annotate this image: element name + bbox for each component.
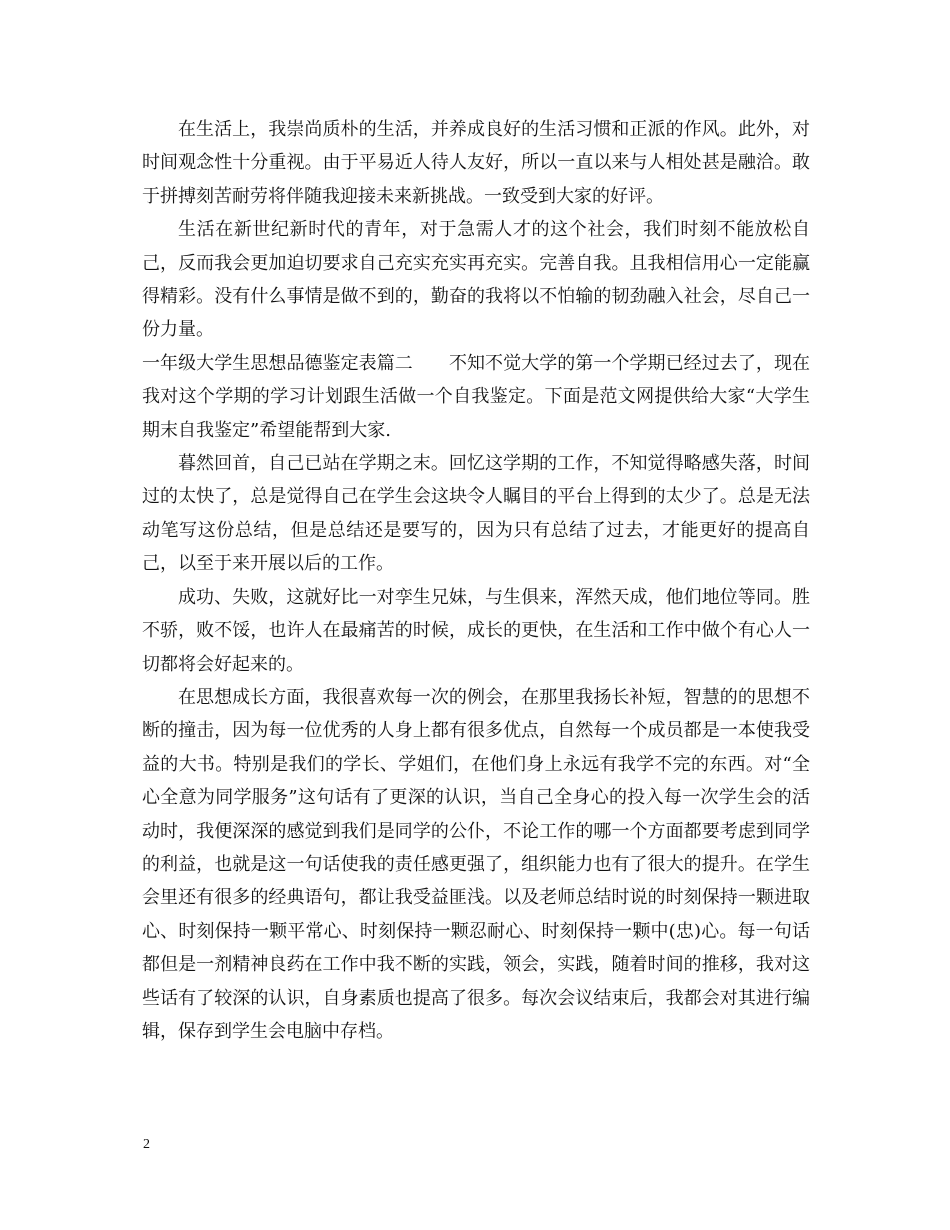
paragraph-new-era: 生活在新世纪新时代的青年，对于急需人才的这个社会，我们时刻不能放松自己，反而我会更加迫切要求自己充实充实再充实。完善自我。且我相信用心一定能赢得精彩。没有什么事情是做不到的，勤奋的我将以不怕输的韧劲融入社会，尽自己一份力量。: [142, 219, 810, 341]
paragraph-section-two-heading: 一年级大学生思想品德鉴定表篇二 不知不觉大学的第一个学期已经过去了，现在我对这个学期的学习计划跟生活做一个自我鉴定。下面是范文网提供给大家“大学生期末自我鉴定”希望能帮到大家.: [142, 352, 810, 441]
paragraph-looking-back: 暮然回首，自己已站在学期之末。回忆这学期的工作，不知觉得略感失落，时间过的太快了，总是觉得自己在学生会这块令人瞩目的平台上得到的太少了。总是无法动笔写这份总结，但是总结还是要写的，因为只有总结了过去，才能更好的提高自己，以至于来开展以后的工作。: [142, 453, 810, 575]
document-body: [142, 113, 810, 1048]
page-number: 2: [143, 1137, 150, 1152]
paragraph-life: 在生活上，我崇尚质朴的生活，并养成良好的生活习惯和正派的作风。此外，对时间观念性十分重视。由于平易近人待人友好，所以一直以来与人相处甚是融洽。敢于拼搏刻苦耐劳将伴随我迎接未来新挑战。一致受到大家的好评。: [142, 119, 810, 207]
paragraph-success-failure: 成功、失败，这就好比一对孪生兄妹，与生俱来，浑然天成，他们地位等同。胜不骄，败不馁，也许人在最痛苦的时候，成长的更快，在生活和工作中做个有心人一切都将会好起来的。: [142, 586, 810, 675]
paragraph-thought-growth: 在思想成长方面，我很喜欢每一次的例会，在那里我扬长补短，智慧的的思想不断的撞击，因为每一位优秀的人身上都有很多优点，自然每一个成员都是一本使我受益的大书。特别是我们的学长、学姐们，在他们身上永远有我学不完的东西。对“全心全意为同学服务”这句话有了更深的认识，当自己全身心的投入每一次学生会的活动时，我便深深的感觉到我们是同学的公仆，不论工作的哪一个方面都要考虑到同学的利益，也就是这一句话使我的责任感更强了，组织能力也有了很大的提升。在学生会里还有很多的经典语句，都让我受益匪浅。以及老师总结时说的时刻保持一颗进取心、时刻保持一颗平常心、时刻保持一颗忍耐心、时刻保持一颗中(忠)心。每一句话都但是一剂精神良药在工作中我不断的实践，领会，实践，随着时间的推移，我对这些话有了较深的认识，自身素质也提高了很多。每次会议结束后，我都会对其进行编辑，保存到学生会电脑中存档。: [142, 686, 810, 1042]
